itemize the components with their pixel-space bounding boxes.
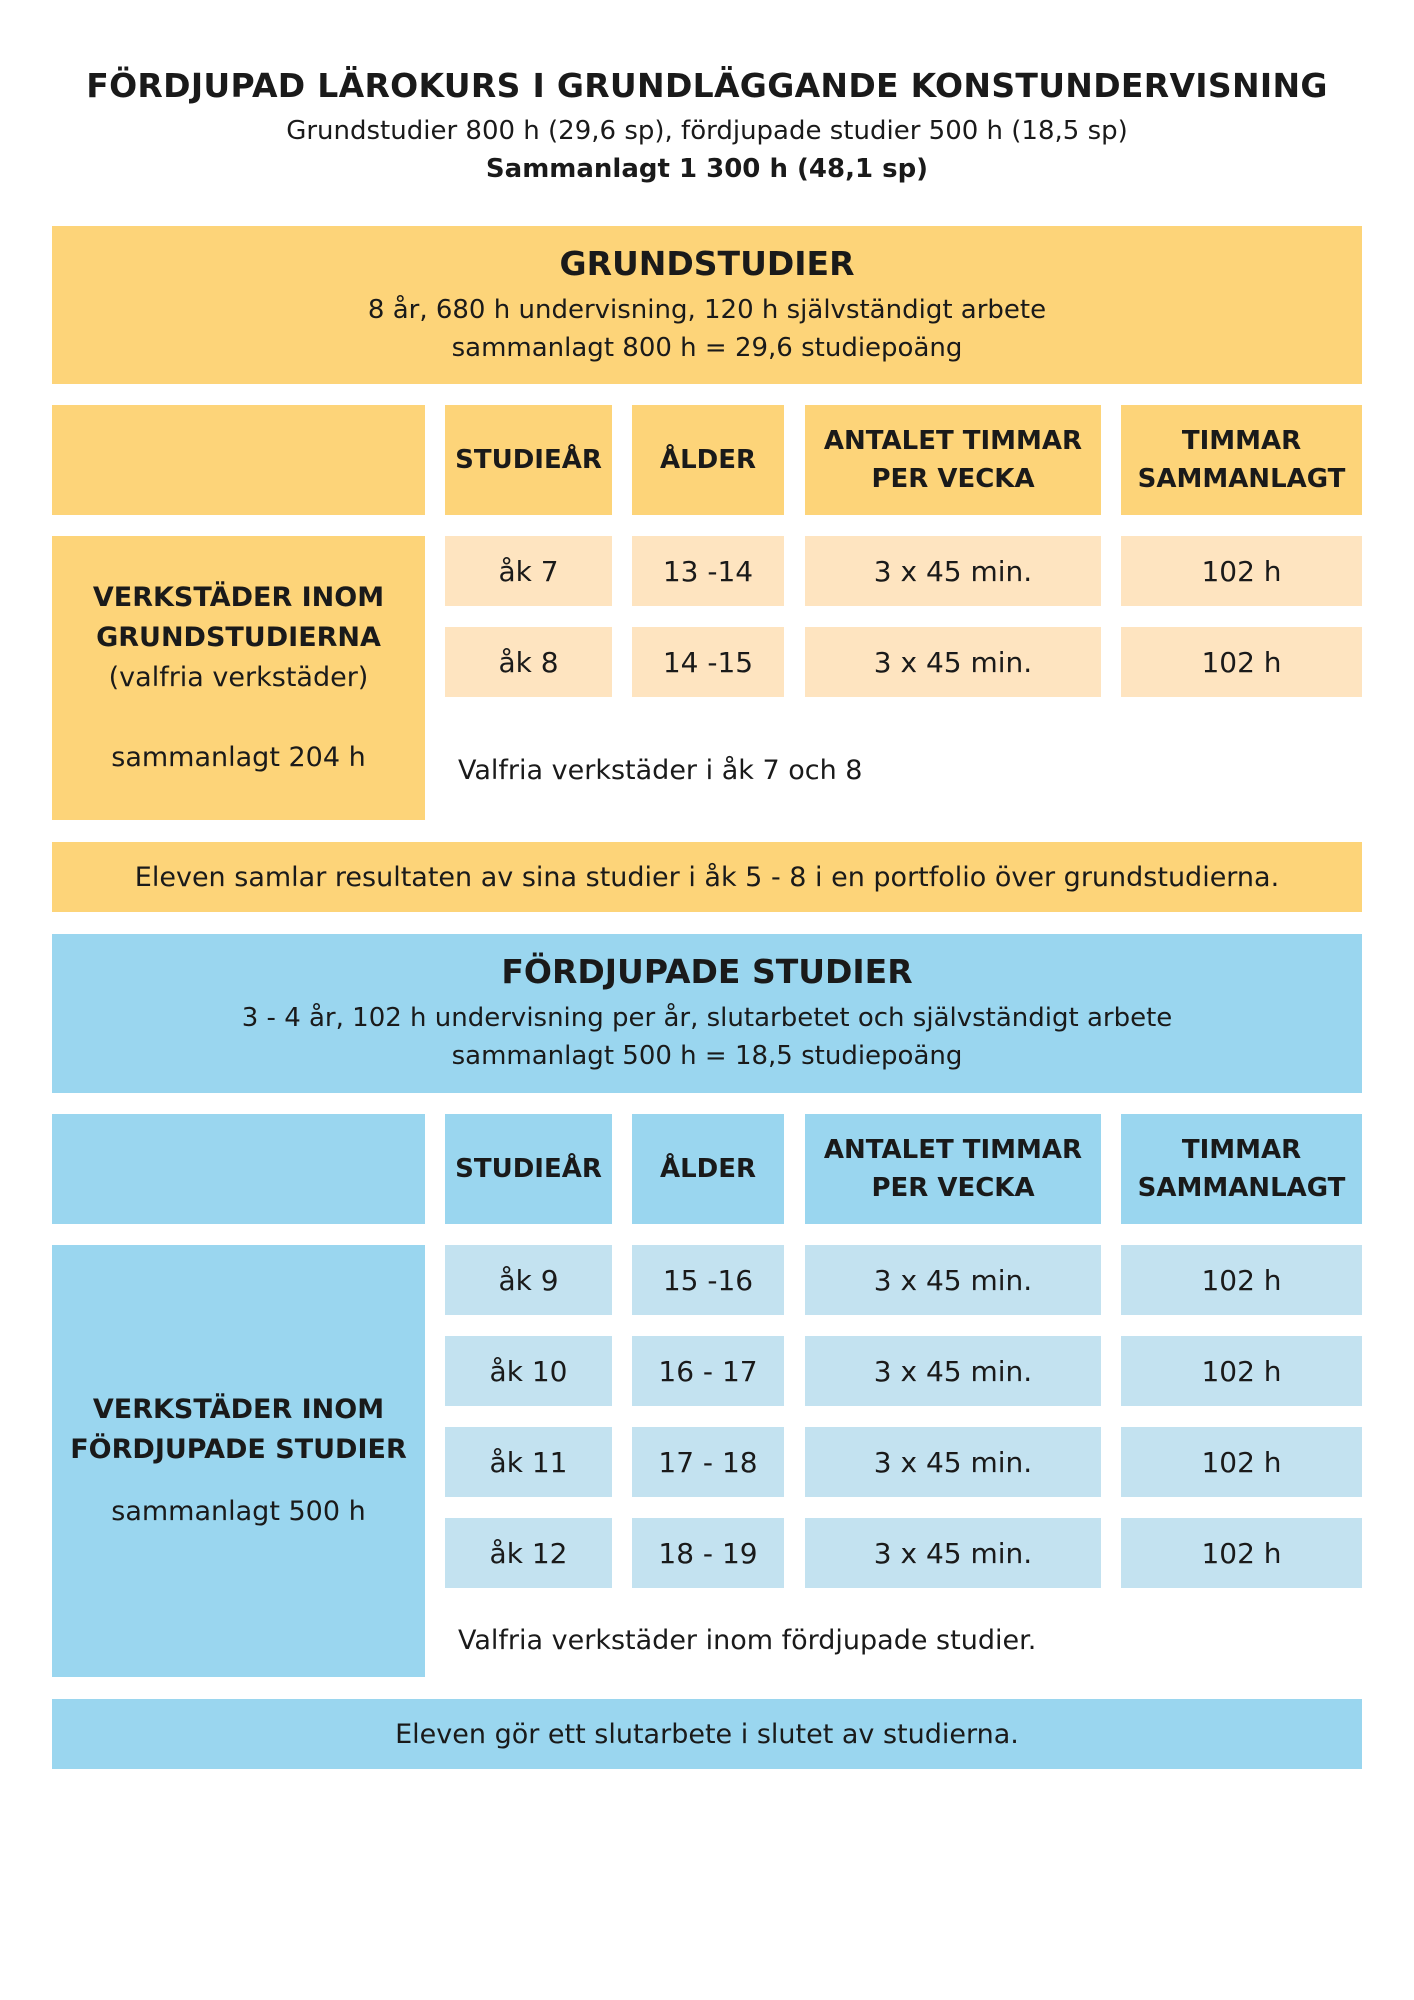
- basic-col-header-age: ÅLDER: [632, 405, 784, 515]
- advanced-workshops-total: sammanlagt 500 h: [111, 1496, 366, 1527]
- page-total: Sammanlagt 1 300 h (48,1 sp): [485, 154, 929, 184]
- basic-note: Valfria verkstäder i åk 7 och 8: [458, 755, 863, 786]
- page-subtitle: Grundstudier 800 h (29,6 sp), fördjupade studier 500 h (18,5 sp): [286, 116, 1128, 146]
- table-cell-hours-total: 102 h: [1121, 627, 1362, 697]
- basic-heading: GRUNDSTUDIER: [559, 243, 855, 283]
- table-cell-hours-per-week: 3 x 45 min.: [805, 627, 1101, 697]
- advanced-workshops-heading-2: FÖRDJUPADE STUDIER: [70, 1434, 407, 1465]
- table-cell-age: 18 - 19: [632, 1518, 784, 1588]
- advanced-banner: [52, 934, 1362, 1093]
- basic-workshops-heading-2: GRUNDSTUDIERNA: [96, 622, 381, 653]
- table-cell-hours-total: 102 h: [1121, 1427, 1362, 1497]
- table-cell-hours-total: 102 h: [1121, 1336, 1362, 1406]
- table-cell-hours-total: 102 h: [1121, 1245, 1362, 1315]
- advanced-workshops-panel: [52, 1245, 425, 1677]
- table-cell-hours-per-week: 3 x 45 min.: [805, 1427, 1101, 1497]
- advanced-col-header-hours-total: TIMMAR SAMMANLAGT: [1121, 1114, 1362, 1224]
- advanced-total-points: sammanlagt 500 h = 18,5 studiepoäng: [451, 1041, 963, 1071]
- table-cell-hours-per-week: 3 x 45 min.: [805, 1245, 1101, 1315]
- advanced-description: 3 - 4 år, 102 h undervisning per år, slutarbetet och självständigt arbete: [241, 1003, 1173, 1033]
- table-cell-hours-total: 102 h: [1121, 536, 1362, 606]
- advanced-col-header-year: STUDIEÅR: [445, 1114, 612, 1224]
- basic-workshops-panel: [52, 536, 425, 820]
- advanced-note: Valfria verkstäder inom fördjupade studier.: [458, 1625, 1037, 1656]
- basic-banner: [52, 226, 1362, 384]
- basic-total-points: sammanlagt 800 h = 29,6 studiepoäng: [451, 332, 963, 363]
- advanced-header-blank: [52, 1114, 425, 1224]
- table-cell-year: åk 8: [445, 627, 612, 697]
- table-cell-year: åk 7: [445, 536, 612, 606]
- basic-header-blank: [52, 405, 425, 515]
- table-cell-hours-total: 102 h: [1121, 1518, 1362, 1588]
- page-title: FÖRDJUPAD LÄROKURS I GRUNDLÄGGANDE KONSTUNDERVISNING: [86, 66, 1328, 105]
- table-cell-hours-per-week: 3 x 45 min.: [805, 1518, 1101, 1588]
- advanced-heading: FÖRDJUPADE STUDIER: [501, 952, 913, 991]
- table-cell-year: åk 9: [445, 1245, 612, 1315]
- table-cell-age: 13 -14: [632, 536, 784, 606]
- table-cell-year: åk 10: [445, 1336, 612, 1406]
- advanced-footer: Eleven gör ett slutarbete i slutet av studierna.: [52, 1699, 1362, 1769]
- basic-workshops-total: sammanlagt 204 h: [111, 742, 366, 773]
- basic-description: 8 år, 680 h undervisning, 120 h självständigt arbete: [367, 294, 1047, 325]
- table-cell-year: åk 11: [445, 1427, 612, 1497]
- advanced-col-header-age: ÅLDER: [632, 1114, 784, 1224]
- basic-workshops-note: (valfria verkstäder): [108, 662, 369, 693]
- advanced-col-header-hours-per-week: ANTALET TIMMAR PER VECKA: [805, 1114, 1101, 1224]
- basic-col-header-hours-per-week: ANTALET TIMMAR PER VECKA: [805, 405, 1101, 515]
- table-cell-year: åk 12: [445, 1518, 612, 1588]
- table-cell-hours-per-week: 3 x 45 min.: [805, 1336, 1101, 1406]
- table-cell-hours-per-week: 3 x 45 min.: [805, 536, 1101, 606]
- table-cell-age: 14 -15: [632, 627, 784, 697]
- table-cell-age: 15 -16: [632, 1245, 784, 1315]
- basic-col-header-year: STUDIEÅR: [445, 405, 612, 515]
- basic-footer: Eleven samlar resultaten av sina studier i åk 5 - 8 i en portfolio över grundstudierna.: [52, 842, 1362, 912]
- basic-workshops-heading-1: VERKSTÄDER INOM: [92, 582, 385, 613]
- table-cell-age: 17 - 18: [632, 1427, 784, 1497]
- table-cell-age: 16 - 17: [632, 1336, 784, 1406]
- advanced-workshops-heading-1: VERKSTÄDER INOM: [92, 1394, 385, 1425]
- basic-col-header-hours-total: TIMMAR SAMMANLAGT: [1121, 405, 1362, 515]
